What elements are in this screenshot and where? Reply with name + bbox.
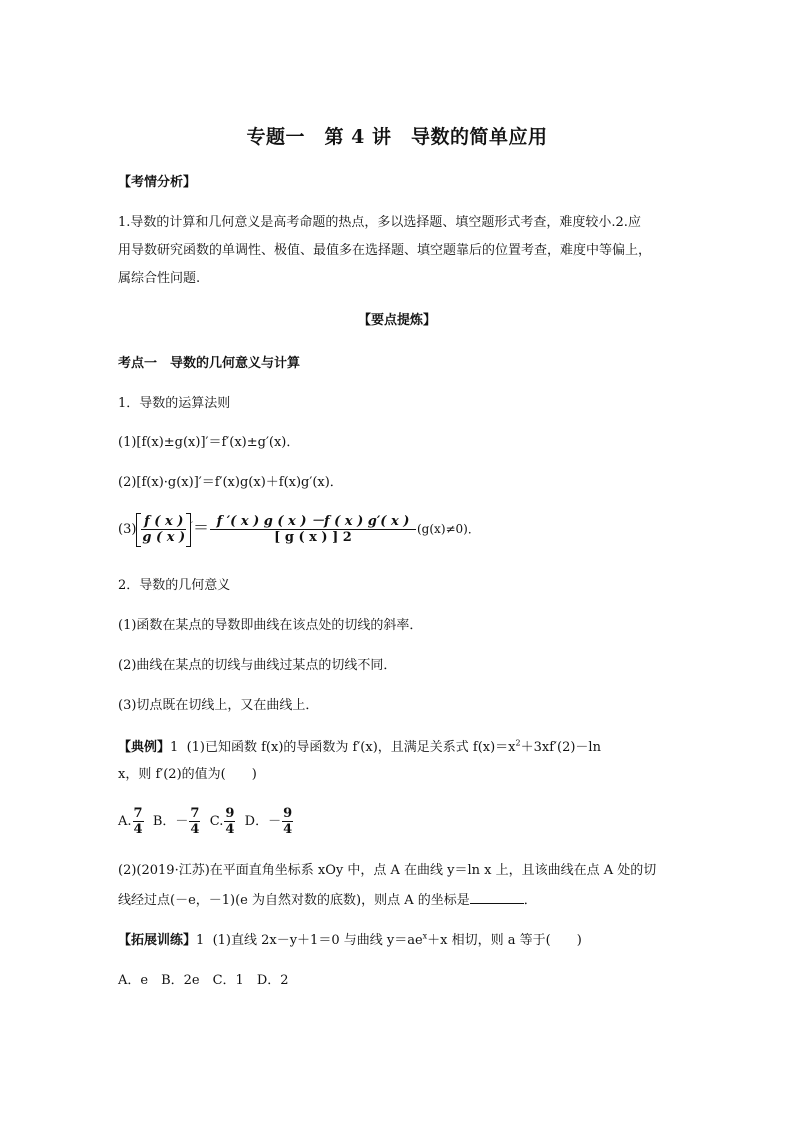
q1-text-a: (1)已知函数 f(x)的导函数为 f′(x)，且满足关系式 f(x)＝x — [186, 740, 516, 755]
example1-q2-line1: (2)(2019·江苏)在平面直角坐标系 xOy 中，点 A 在曲线 y＝ln x 上，且该曲线在点 A 处的切 — [118, 863, 657, 878]
option-d-fraction: $\frac{9}{4}$ — [283, 806, 293, 837]
option-c-label: C. — [209, 814, 224, 829]
q1-text-b: ＋3xf′(2)－ln — [520, 740, 601, 755]
kaodian1-heading: 考点一 导数的几何意义与计算 — [118, 356, 301, 371]
answer-blank — [470, 891, 524, 904]
equals-sign: ＝ — [192, 518, 209, 537]
example1-q1-line1 — [118, 740, 688, 756]
kaoqing-para-line-1: 1.导数的计算和几何意义是高考命题的热点，多以选择题、填空题形式考查，难度较小.2.应 — [118, 215, 641, 230]
kaoqing-heading: 【考情分析】 — [118, 175, 197, 190]
training-number: 1 — [196, 933, 205, 948]
q2-end: ． — [523, 893, 537, 908]
training-text-b: ＋x 相切，则 a 等于( ) — [427, 933, 582, 948]
training-superscript: x — [422, 931, 428, 941]
rules-title: 1．导数的运算法则 — [118, 396, 231, 411]
left-bracket-fraction — [136, 513, 191, 547]
training1-options: A．e B．2e C．1 D．2 — [118, 973, 289, 988]
right-numerator: f ′( x ) g ( x ) －f ( x ) g′( x ) — [216, 514, 410, 529]
example-label: 【典例】 — [118, 740, 171, 755]
kaoqing-para-line-3: 属综合性问题. — [118, 271, 201, 286]
rule-2: (2)[f(x)·g(x)]′＝f′(x)g(x)＋f(x)g′(x)． — [118, 475, 343, 490]
yaodian-heading: 【要点提炼】 — [357, 313, 436, 328]
rule-3-quotient — [118, 511, 688, 547]
example1-q1-line2: x，则 f′(2)的值为( ) — [118, 767, 257, 782]
geo-3: (3)切点既在切线上，又在曲线上． — [118, 698, 319, 713]
training-text-a: (1)直线 2x－y＋1＝0 与曲线 y＝ae — [212, 933, 423, 948]
option-b-fraction: $\frac{7}{4}$ — [190, 806, 200, 837]
example1-options — [118, 802, 688, 842]
document-title: 专题一 第 4 讲 导数的简单应用 — [246, 126, 548, 148]
rule-3-condition: (g(x)≠0)． — [417, 522, 480, 536]
left-numerator: f ( x ) — [144, 513, 184, 529]
geo-2: (2)曲线在某点的切线与曲线过某点的切线不同． — [118, 658, 397, 673]
rule-1: (1)[f(x)±g(x)]′＝f′(x)±g′(x)． — [118, 435, 300, 450]
training1-question — [118, 933, 688, 949]
option-c-fraction: $\frac{9}{4}$ — [225, 806, 235, 837]
geo-1: (1)函数在某点的导数即曲线在该点处的切线的斜率． — [118, 618, 423, 633]
right-fraction — [210, 514, 416, 545]
kaoqing-para-line-2: 用导数研究函数的单调性、极值、最值多在选择题、填空题靠后的位置考查，难度中等偏上， — [118, 243, 652, 258]
option-a-label: A. — [118, 814, 132, 829]
option-b-label: B．－ — [152, 814, 189, 829]
right-denominator: [ g ( x ) ] 2 — [210, 529, 416, 545]
left-denominator: g ( x ) — [142, 529, 186, 545]
rule-3-prefix: (3) — [118, 522, 137, 537]
geo-title: 2．导数的几何意义 — [118, 578, 231, 593]
example1-q2-line2 — [118, 891, 688, 909]
prime-mark: ′ — [191, 520, 193, 530]
option-a-fraction: $\frac{7}{4}$ — [133, 806, 143, 837]
option-d-label: D．－ — [244, 814, 282, 829]
q2-text: 线经过点(－e，－1)(e 为自然对数的底数)，则点 A 的坐标是 — [118, 893, 470, 908]
training-label: 【拓展训练】 — [118, 933, 197, 948]
q1-superscript: 2 — [515, 738, 521, 748]
example-number: 1 — [170, 740, 179, 755]
